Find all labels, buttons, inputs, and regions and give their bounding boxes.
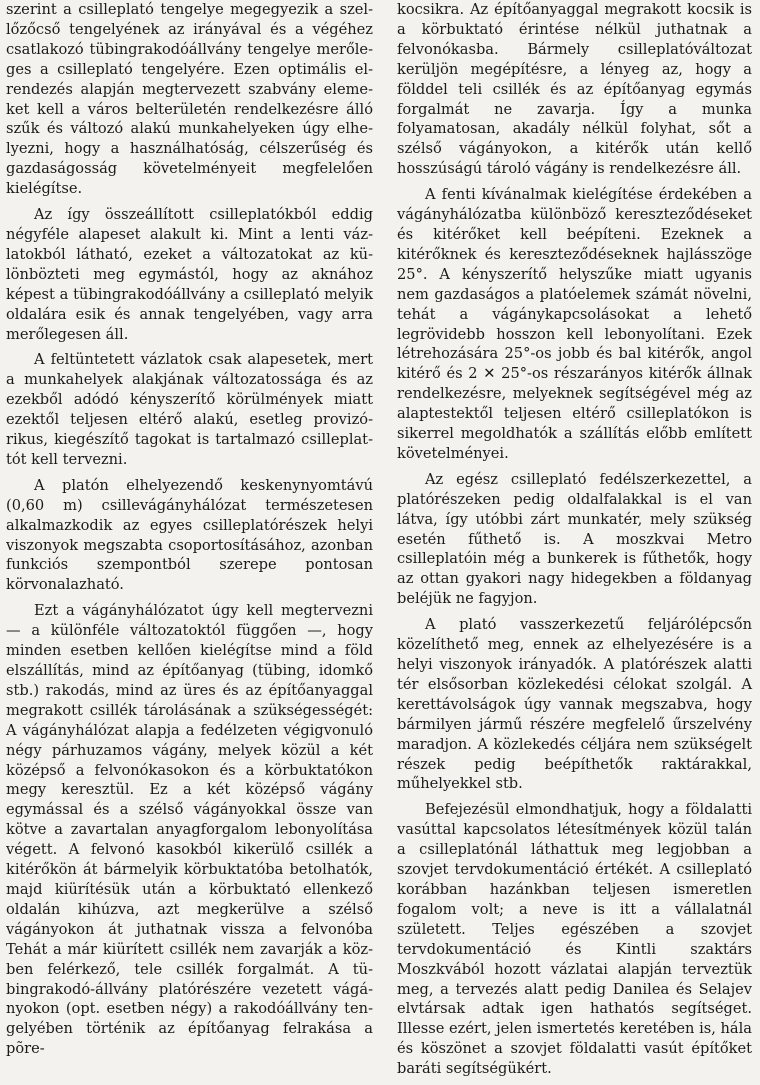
paragraph: A feltüntetett vázlatok csak alapesetek, mert a munkahelyek alakjának változatossága és az ezekből adódó kényszerítő körülmények miatt ezektől teljesen eltérő alakú, esetleg provizórikus, kiegészítő tagokat is tartalmazó csilleplattót kell tervezni.	[6, 351, 373, 468]
right-column	[397, 0, 752, 1085]
paragraph: szerint a csilleplató tengelye megegyezik a szellőzőcső tengelyének az irányával és a végéhez csatlakozó tübingrakodóállvány tengelye merőleges a csilleplató tengelyére. Ezen optimális elrendezés alapján megtervezett szabvány elemeket kell a város belterületén rendelkezésre álló szűk és változó alakú munkahelyeken úgy elhelyezni, hogy a használhatóság, célszerűség és gazdaságosság követelményeit megfelelően kielégítse.	[6, 1, 373, 198]
paragraph: Az egész csilleplató fedélszerkezettel, a platórészeken pedig oldalfalakkal is el van látva, így utóbbi zárt munkatér, mely szükség esetén fűthető is. A moszkvai Metro csilleplatóin még a bunkerek is fűthetők, hogy az ottan gyakori nagy hidegekben a földanyag beléjük ne fagyjon.	[397, 470, 752, 608]
paragraph: kocsikra. Az építőanyaggal megrakott kocsik is a körbuktató érintése nélkül juthatnak a felvonókasba. Bármely csilleplatóváltozat kerüljön megépítésre, a lényeg az, hogy a földdel teli csillék és az építőanyag egymás forgalmát ne zavarja. Így a munka folyamatosan, akadály nélkül folyhat, sőt a szélső vágányokon, a kitérők után kellő hosszúságú tároló vágány is rendelkezésre áll.	[397, 1, 752, 178]
paragraph: A platón elhelyezendő keskenynyomtávú (0,60 m) csillevágányhálózat természetesen alkalmazkodik az egyes csilleplatórészek helyi viszonyok megszabta csoportosításához, azonban funkciós szempontból szerepe pontosan körvonalazható.	[6, 476, 373, 594]
paragraph: Az így összeállított csilleplatókból eddig négyféle alapeset alakult ki. Mint a lenti vázlatokból látható, ezeket a változatokat az különbözteti meg egymástól, hogy az aknához képest a tübingrakodóállvány a csilleplató melyik oldalára esik és annak tengelyében, vagy arra merőlegesen áll.	[6, 206, 373, 343]
left-column	[6, 0, 373, 1065]
paragraph: Ezt a vágányhálózatot úgy kell megtervezni — a különféle változatoktól függően —, hogy minden esetben kellően kielégítse mind a föld elszállítás, mind az építőanyag (tübing, idomkő stb.) rakodás, mind az üres és az építőanyaggal megrakott csillék tárolásának a szükségességét: A vágányhálózat alapja a fedélzeten végigvonuló négy párhuzamos vágány, melyek közül a két középső a felvonókasokon és a körbuktatókon megy keresztül. Ez a két középső vágány egymással és a szélső vágányokkal össze van kötve a zavartalan anyagforgalom lebonyolítása végett. A felvonó kasokból kikerülő csillék a kitérőkön át bármelyik körbuktatóba betolhatók, majd kiürítésük után a körbuktató ellenkező oldalán kihúzva, azt megkerülve a szélső vágányokon át juthatnak vissza a felvonóba Tehát a már kiürített csillék nem zavarják a közben felérkező, tele csillék forgalmát. A tübingrakodó-állvány platórészére vezetett vágányokon (opt. esetben négy) a rakodóállvány tengelyében történik az építőanyag felrakása a põre-	[6, 602, 373, 1058]
paragraph: A fenti kívánalmak kielégítése érdekében a vágányhálózatba különböző kereszteződéseket és kitérőket kell beépíteni. Ezeknek a kitérőknek és kereszteződéseknek hajlásszöge 25°. A kényszerítő helyszűke miatt ugyanis nem gazdaságos a platóelemek számát növelni, tehát a vágánykapcsolásokat a lehető legrövidebb hosszon kell lebonyolítani. Ezek létrehozására 25°-os jobb és bal kitérők, angol kitérő és 2 ✕ 25°-os részarányos kitérők állnak rendelkezésre, melyeknek segítségével még az alaptestektől teljesen eltérő csilleplatókon is sikerrel megoldhatók a szállítás előbb említett követelményei.	[397, 186, 752, 462]
paragraph: Befejezésül elmondhatjuk, hogy a földalatti vasúttal kapcsolatos létesítmények közül talán a csilleplatónál láthattuk meg legjobban a szovjet tervdokumentáció értékét. A csilleplató korábban hazánkban teljesen ismeretlen fogalom volt; a neve is itt a vállalatnál született. Teljes egészében a szovjet tervdokumentáció és Kintli szaktárs Moszkvából hozott vázlatai alapján terveztük meg, a tervezés alatt pedig Danilea és Selajev elvtársak adtak igen hathatós segítséget. Illesse ezért, jelen ismertetés keretében is, hála és köszönet a szovjet földalatti vasút építőket baráti segítségükért.	[397, 801, 752, 1078]
paragraph: A plató vasszerkezetű feljárólépcsőn közelíthető meg, ennek az elhelyezésére is a helyi viszonyok irányadók. A platórészek alatti tér elsősorban közlekedési célokat szolgál. A kerettávolságok úgy vannak megszabva, hogy bármilyen jármű részére megfelelő űrszelvény maradjon. A közlekedés céljára nem szükségelt részek pedig beépíthetők raktárakkal, műhelyekkel stb.	[397, 616, 752, 793]
